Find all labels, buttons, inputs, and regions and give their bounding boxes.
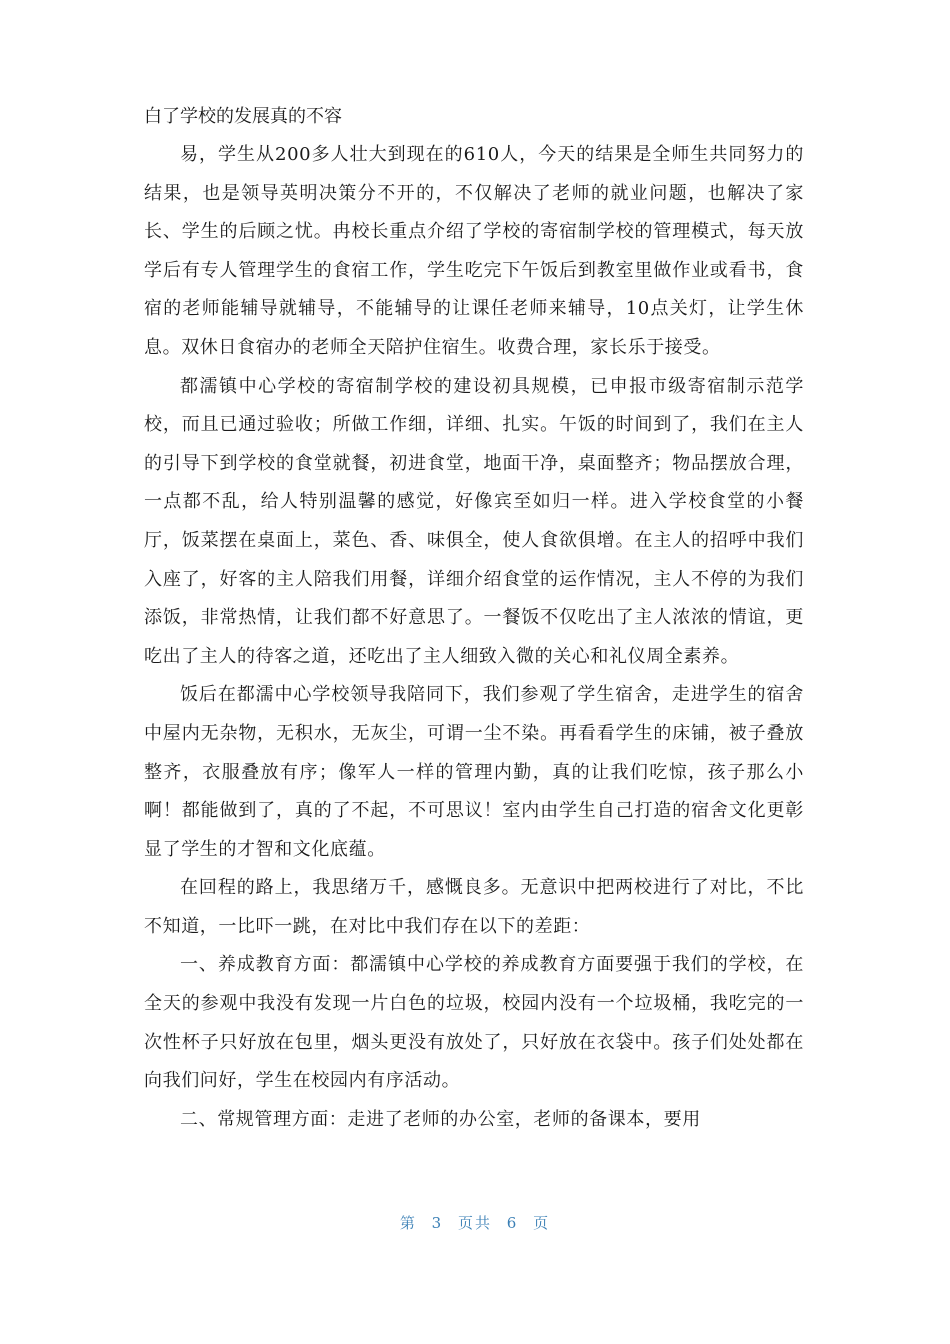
footer-label-end: 页 [533, 1214, 551, 1232]
paragraph-3: 饭后在都濡中心学校领导我陪同下，我们参观了学生宿舍，走进学生的宿舍中屋内无杂物，无积水，无灰尘，可谓一尘不染。再看看学生的床铺，被子叠放整齐，衣服叠放有序；像军人一样的管理内勤，真的让我们吃惊，孩子那么小啊！都能做到了，真的了不起，不可思议！室内由学生自己打造的宿舍文化更彰显了学生的才智和文化底蕴。 [144, 684, 804, 860]
footer-total-pages: 6 [506, 1214, 519, 1232]
paragraph-5: 一、养成教育方面：都濡镇中心学校的养成教育方面要强于我们的学校，在全天的参观中我没有发现一片白色的垃圾，校园内没有一个垃圾桶，我吃完的一次性杯子只好放在包里，烟头更没有放处了，只好放在衣袋中。孩子们处处都在向我们问好，学生在校园内有序活动。 [144, 954, 804, 1092]
paragraph-4: 在回程的路上，我思绪万千，感慨良多。无意识中把两校进行了对比，不比不知道，一比吓一跳，在对比中我们存在以下的差距： [144, 877, 804, 937]
paragraph-6: 二、常规管理方面：走进了老师的办公室，老师的备课本，要用 [180, 1108, 701, 1130]
page-footer [0, 1212, 950, 1233]
footer-label-page: 第 [399, 1214, 417, 1232]
continued-line: 白了学校的发展真的不容 [144, 106, 342, 127]
document-body [144, 98, 804, 1139]
footer-label-of: 页共 [457, 1214, 492, 1232]
paragraph-1: 易，学生从200多人壮大到现在的610人，今天的结果是全师生共同努力的结果，也是领导英明决策分不开的，不仅解决了老师的就业问题，也解决了家长、学生的后顾之忧。冉校长重点介绍了学校的寄宿制学校的管理模式，每天放学后有专人管理学生的食宿工作，学生吃完下午饭后到教室里做作业或看书，食宿的老师能辅导就辅导，不能辅导的让课任老师来辅导，10点关灯，让学生休息。双休日食宿办的老师全天陪护住宿生。收费合理，家长乐于接受。 [144, 144, 804, 358]
footer-current-page: 3 [431, 1214, 444, 1232]
paragraph-2: 都濡镇中心学校的寄宿制学校的建设初具规模，已申报市级寄宿制示范学校，而且已通过验收；所做工作细，详细、扎实。午饭的时间到了，我们在主人的引导下到学校的食堂就餐，初进食堂，地面干净，桌面整齐；物品摆放合理，一点都不乱，给人特别温馨的感觉，好像宾至如归一样。进入学校食堂的小餐厅，饭菜摆在桌面上，菜色、香、味俱全，使人食欲俱增。在主人的招呼中我们入座了，好客的主人陪我们用餐，详细介绍食堂的运作情况，主人不停的为我们添饭，非常热情，让我们都不好意思了。一餐饭不仅吃出了主人浓浓的情谊，更吃出了主人的待客之道，还吃出了主人细致入微的关心和礼仪周全素养。 [144, 375, 804, 667]
